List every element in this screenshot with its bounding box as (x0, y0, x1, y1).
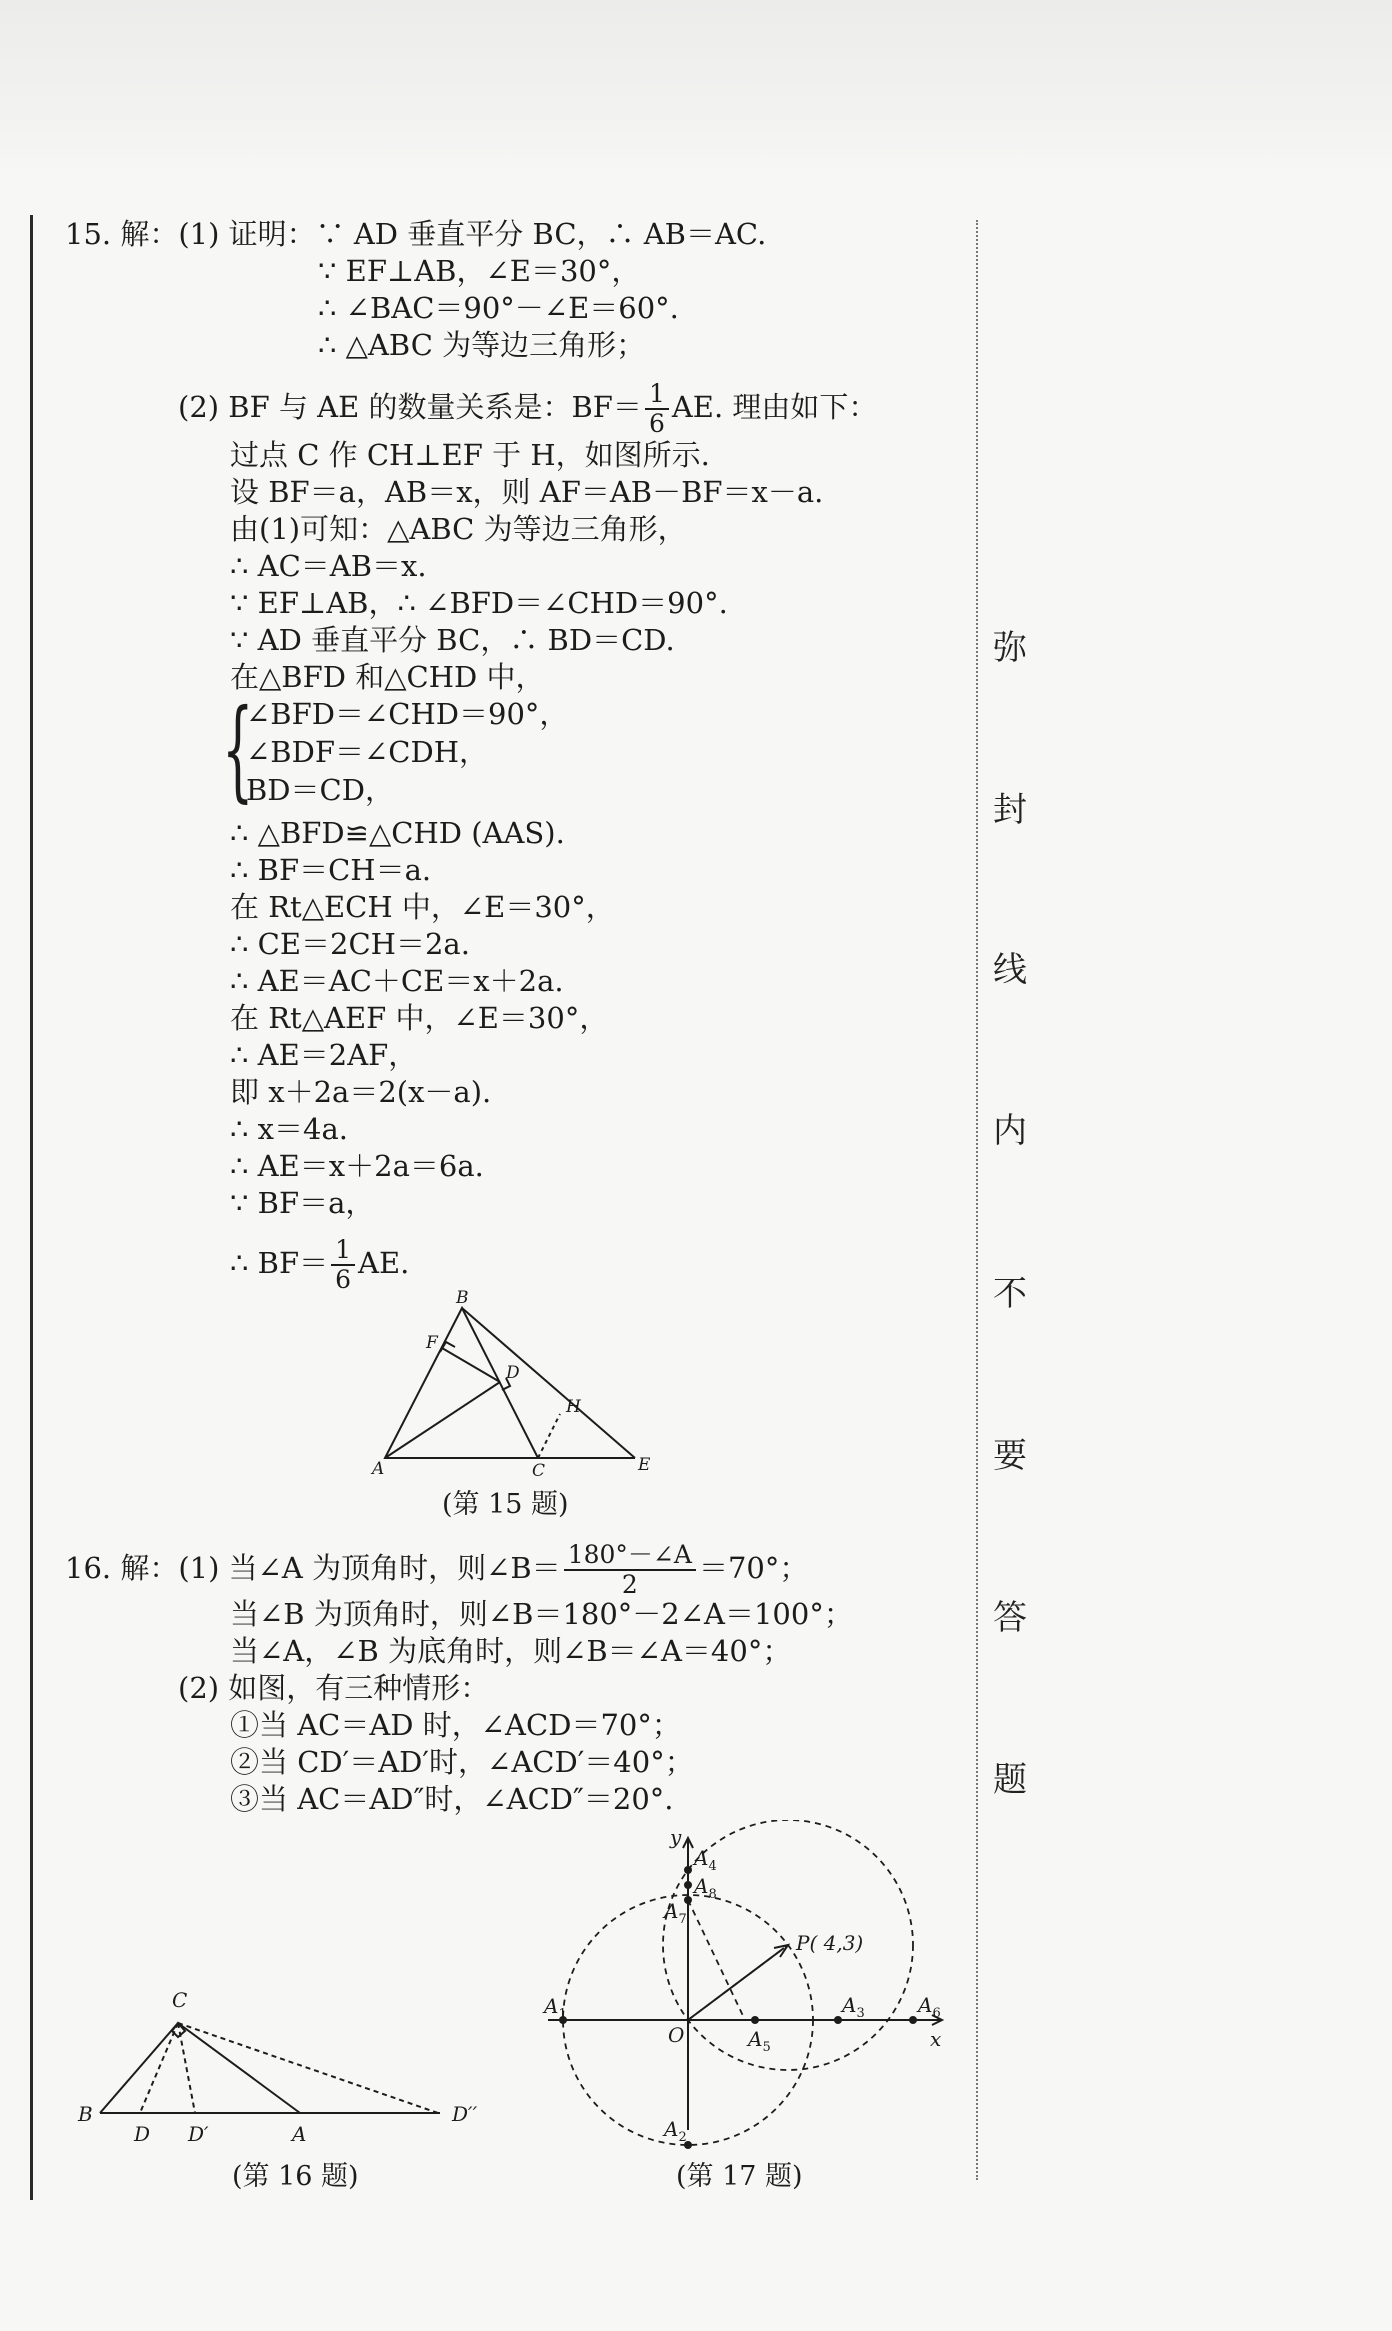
segment-a7-a5 (688, 1900, 745, 2020)
q15-proof-line: ∴ CE＝2CH＝2a. (230, 927, 470, 961)
point-a4 (684, 1866, 692, 1874)
q15-proof-line: ∴ AC＝AB＝x. (230, 549, 427, 583)
q15-caption: (第 15 题) (442, 1489, 569, 1520)
q15-proof-line: ∵ AD 垂直平分 BC，∴ BD＝CD. (230, 623, 675, 657)
fraction-numerator: 180°－∠A (564, 1541, 696, 1571)
fraction (331, 1236, 355, 1294)
margin-char: 线 (993, 950, 1027, 990)
q15-proof-line: 过点 C 作 CH⊥EF 于 H，如图所示. (230, 438, 710, 472)
q15-part2-pre: (2) BF 与 AE 的数量关系是：BF＝ (178, 390, 642, 424)
point-a8 (684, 1881, 692, 1889)
q15-line: ∵ EF⊥AB，∠E＝30°， (318, 254, 641, 288)
label-c: C (172, 1988, 188, 2012)
label-b: B (456, 1290, 469, 1308)
q15-final-pre: ∴ BF＝ (230, 1246, 329, 1280)
q15-proof-line: ∵ EF⊥AB，∴ ∠BFD＝∠CHD＝90°. (230, 586, 728, 620)
label-a1: $A_1$ (544, 1994, 567, 2022)
line-cd1 (178, 2023, 195, 2113)
ray-op (688, 1948, 784, 2020)
q15-proof-line: 即 x＋2a＝2(x－a). (230, 1075, 492, 1109)
q15-proof-line: 由(1)可知：△ABC 为等边三角形， (230, 512, 687, 546)
q16-line: 当∠B 为顶角时，则∠B＝180°－2∠A＝100°； (230, 1597, 853, 1631)
system-brace: { (222, 685, 254, 813)
line-bc (100, 2023, 178, 2113)
margin-char: 封 (993, 790, 1027, 830)
q15-part2 (178, 380, 877, 438)
q16-line1-post: ＝70°； (698, 1551, 809, 1585)
q16-line: ①当 AC＝AD 时，∠ACD＝70°； (230, 1708, 681, 1742)
fraction-denominator: 2 (621, 1570, 638, 1599)
label-a7: $A_7$ (664, 1899, 687, 1927)
label-c: C (532, 1461, 546, 1480)
q15-system-line: ∠BDF＝∠CDH， (246, 735, 489, 769)
q16-line1-pre: 16. 解：(1) 当∠A 为顶角时，则∠B＝ (65, 1551, 561, 1585)
q15-proof-line: 在 Rt△AEF 中，∠E＝30°， (230, 1001, 609, 1035)
fraction-denominator: 6 (648, 409, 665, 438)
q15-proof-line: ∴ AE＝2AF， (230, 1038, 418, 1072)
label-a5: $A_5$ (748, 2027, 771, 2055)
margin-char: 答 (993, 1598, 1027, 1638)
fraction-numerator: 1 (331, 1236, 355, 1266)
point-a6 (909, 2016, 917, 2024)
label-d2: D′′ (452, 2102, 478, 2126)
figure-15 (370, 1290, 650, 1480)
label-a2: $A_2$ (664, 2117, 687, 2145)
label-a: A (292, 2122, 307, 2146)
label-d1: D′ (188, 2122, 209, 2146)
q16-line: ②当 CD′＝AD′时，∠ACD′＝40°； (230, 1745, 694, 1779)
q15-system-line: ∠BFD＝∠CHD＝90°， (246, 697, 569, 731)
left-binding-rule (30, 215, 33, 2200)
label-d: D (506, 1363, 520, 1383)
fraction (564, 1541, 696, 1599)
q15-line: ∴ △ABC 为等边三角形； (318, 328, 646, 362)
line-ad (385, 1382, 500, 1458)
figure-17 (540, 1820, 960, 2150)
label-e: E (638, 1455, 650, 1475)
point-a5 (751, 2016, 759, 2024)
label-a: A (372, 1459, 385, 1479)
line-cd2 (178, 2023, 438, 2113)
q16-line: (2) 如图，有三种情形： (178, 1671, 490, 1705)
q16-caption: (第 16 题) (232, 2161, 359, 2192)
q15-line: ∴ ∠BAC＝90°－∠E＝60°. (318, 291, 679, 325)
label-f: F (426, 1333, 438, 1353)
label-p: P( 4,3) (796, 1931, 864, 1955)
q15-proof-line: 在△BFD 和△CHD 中， (230, 660, 545, 694)
q15-proof-line: ∴ △BFD≌△CHD (AAS). (230, 816, 565, 850)
label-a3: $A_3$ (842, 1993, 865, 2021)
fraction-denominator: 6 (335, 1265, 352, 1294)
q16-line: 当∠A，∠B 为底角时，则∠B＝∠A＝40°； (230, 1634, 792, 1668)
seal-line (976, 220, 978, 2180)
q15-proof-line: 在 Rt△ECH 中，∠E＝30°， (230, 890, 615, 924)
q15-proof-line: ∴ x＝4a. (230, 1112, 348, 1146)
q15-line: 15. 解：(1) 证明：∵ AD 垂直平分 BC，∴ AB＝AC. (65, 217, 767, 251)
margin-char: 不 (993, 1274, 1027, 1314)
fraction-numerator: 1 (645, 380, 669, 410)
margin-char: 弥 (993, 628, 1027, 668)
q15-final-post: AE. (358, 1246, 410, 1280)
label-a8: $A_8$ (694, 1874, 717, 1902)
label-x: x (930, 2027, 942, 2051)
q15-proof-line: 设 BF＝a，AB＝x，则 AF＝AB－BF＝x－a. (230, 475, 824, 509)
fraction (645, 380, 669, 438)
line-ch (538, 1414, 560, 1458)
margin-char: 题 (993, 1760, 1027, 1800)
q15-final (230, 1236, 409, 1294)
line-cd (140, 2023, 178, 2113)
q16-line1 (65, 1541, 808, 1599)
q15-proof-line: ∴ BF＝CH＝a. (230, 853, 432, 887)
page-top-shadow (0, 0, 1392, 180)
label-a4: $A_4$ (694, 1846, 717, 1874)
triangle-abc (385, 1308, 538, 1458)
q15-proof-line: ∵ BF＝a， (230, 1186, 375, 1220)
label-y: y (670, 1825, 682, 1849)
q15-proof-line: ∴ AE＝x＋2a＝6a. (230, 1149, 484, 1183)
line-ca (178, 2023, 300, 2113)
q16-line: ③当 AC＝AD″时，∠ACD″＝20°. (230, 1782, 674, 1816)
q15-system-line: BD＝CD， (246, 773, 395, 807)
point-a3 (834, 2016, 842, 2024)
figure-16 (60, 1975, 510, 2155)
label-o: O (668, 2023, 685, 2047)
margin-char: 要 (993, 1436, 1027, 1476)
margin-char: 内 (993, 1111, 1027, 1151)
point-a7 (684, 1896, 692, 1904)
label-b: B (78, 2102, 93, 2126)
label-d: D (134, 2122, 151, 2146)
q15-proof-line: ∴ AE＝AC＋CE＝x＋2a. (230, 964, 564, 998)
q15-part2-post: AE. 理由如下： (671, 390, 878, 424)
label-h: H (566, 1397, 581, 1417)
label-a6: $A_6$ (918, 1993, 941, 2021)
q17-caption: (第 17 题) (676, 2161, 803, 2192)
